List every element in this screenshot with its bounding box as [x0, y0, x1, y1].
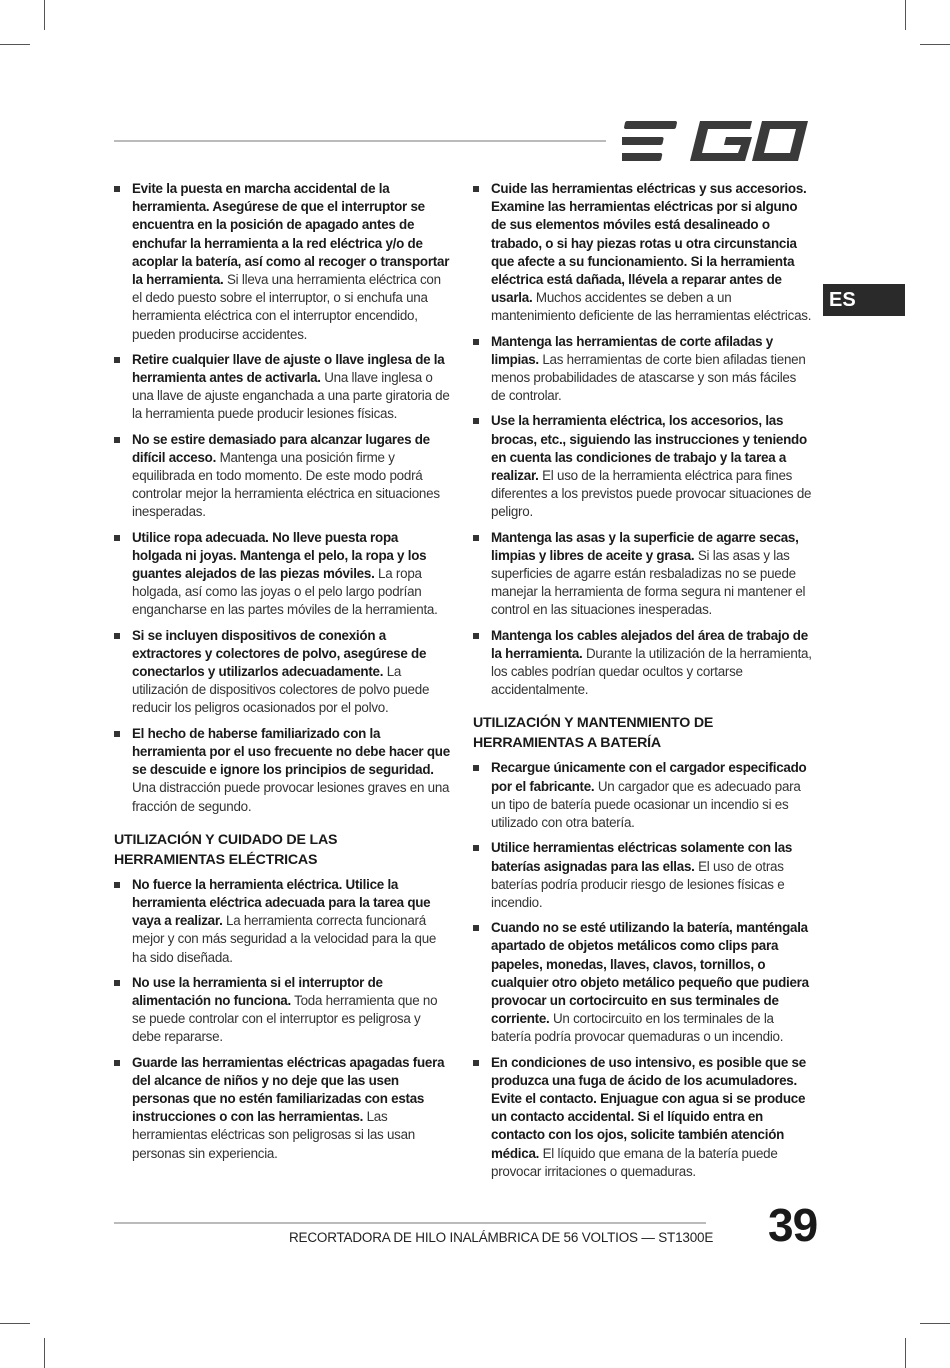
- crop-mark: [0, 1323, 30, 1324]
- list-item: Recargue únicamente con el cargador especificado por el fabricante. Un cargador que es adecuado para un tipo de batería puede ocasionar un incendio si es utilizado con otra batería.: [473, 759, 813, 832]
- bullet-icon: [114, 1060, 120, 1066]
- bullet-icon: [114, 186, 120, 192]
- list-item: Mantenga las asas y la superficie de agarre secas, limpias y libres de aceite y grasa. Si las asas y las superficies de agarre están resbaladizas no se puede manejar la herramienta de forma segura ni mantener el control en las situaciones inesperadas.: [473, 529, 813, 620]
- bullet-icon: [473, 633, 479, 639]
- bullet-icon: [473, 925, 479, 931]
- bullet-icon: [114, 882, 120, 888]
- list-item: No se estire demasiado para alcanzar lugares de difícil acceso. Mantenga una posición firme y equilibrada en todo momento. De este modo podrá controlar mejor la herramienta eléctrica en situaciones inesperadas.: [114, 431, 450, 522]
- list-item: Cuando no se esté utilizando la batería, manténgala apartado de objetos metálicos como clips para papeles, monedas, llaves, clavos, tornillos, o cualquier otro objeto metálico pequeño que pudiera provocar un cortocircuito en sus terminales de corriente. Un cortocircuito en los terminales de la batería podría provocar quemaduras o un incendio.: [473, 919, 813, 1046]
- bullet-icon: [114, 633, 120, 639]
- bullet-icon: [473, 339, 479, 345]
- list-item: Retire cualquier llave de ajuste o llave inglesa de la herramienta antes de activarla. Una llave inglesa o una llave de ajuste enganchada a una parte giratoria de la herramienta puede producir lesiones físicas.: [114, 351, 450, 424]
- bullet-icon: [114, 980, 120, 986]
- bullet-icon: [473, 1060, 479, 1066]
- footer-rule: [114, 1222, 706, 1224]
- bullet-icon: [114, 535, 120, 541]
- crop-mark: [920, 44, 950, 45]
- bullet-icon: [114, 437, 120, 443]
- list-item: El hecho de haberse familiarizado con la herramienta por el uso frecuente no debe hacer que se descuide e ignore los principios de seguridad. Una distracción puede provocar lesiones graves en una fracción de segundo.: [114, 725, 450, 816]
- crop-mark: [44, 1338, 45, 1368]
- bullet-icon: [473, 186, 479, 192]
- ego-logo: [622, 118, 810, 164]
- language-tab: ES: [823, 284, 905, 316]
- section-heading: UTILIZACIÓN Y MANTENMIENTO DE HERRAMIENTAS A BATERÍA: [473, 715, 714, 752]
- list-item: Evite la puesta en marcha accidental de la herramienta. Asegúrese de que el interruptor se encuentra en la posición de apagado antes de enchufar la herramienta a la red eléctrica y/o de acoplar la batería, así como al recoger o transportar la herramienta. Si lleva una herramienta eléctrica con el dedo puesto sobre el interruptor, o si enchufa una herramienta eléctrica con el interruptor encendido, pueden producirse accidentes.: [114, 180, 450, 344]
- list-item: Si se incluyen dispositivos de conexión a extractores y colectores de polvo, asegúrese de conectarlos y utilizarlos adecuadamente. La utilización de dispositivos colectores de polvo puede reducir los peligros ocasionados por el polvo.: [114, 627, 450, 718]
- bullet-icon: [114, 357, 120, 363]
- list-item: En condiciones de uso intensivo, es posible que se produzca una fuga de ácido de los acumuladores. Evite el contacto. Enjuague con agua si se produce un contacto accidental. Si el líquido entra en contacto con los ojos, solicite también atención médica. El líquido que emana de la batería puede provocar irritaciones o quemaduras.: [473, 1054, 813, 1181]
- list-item: Use la herramienta eléctrica, los accesorios, las brocas, etc., siguiendo las instrucciones y teniendo en cuenta las condiciones de trabajo y la tarea a realizar. El uso de la herramienta eléctrica para fines diferentes a los previstos puede provocar situaciones de peligro.: [473, 412, 813, 521]
- list-item: No use la herramienta si el interruptor de alimentación no funciona. Toda herramienta que no se puede controlar con el interruptor es peligrosa y debe repararse.: [114, 974, 450, 1047]
- bullet-icon: [473, 845, 479, 851]
- bullet-icon: [473, 418, 479, 424]
- bullet-icon: [114, 731, 120, 737]
- list-item: Mantenga las herramientas de corte afiladas y limpias. Las herramientas de corte bien afiladas tienen menos probabilidades de atascarse y son más fáciles de controlar.: [473, 333, 813, 406]
- crop-mark: [920, 1323, 950, 1324]
- page-number: 39: [768, 1199, 818, 1251]
- section-heading: UTILIZACIÓN Y CUIDADO DE LAS HERRAMIENTAS ELÉCTRICAS: [114, 831, 338, 868]
- header-rule: [114, 140, 606, 142]
- list-item: Utilice herramientas eléctricas solamente con las baterías asignadas para las ellas. El uso de otras baterías podría producir riesgo de lesiones físicas e incendio.: [473, 839, 813, 912]
- crop-mark: [0, 44, 30, 45]
- list-item: Mantenga los cables alejados del área de trabajo de la herramienta. Durante la utilización de la herramienta, los cables podrían quedar ocultos y cortarse accidentalmente.: [473, 627, 813, 700]
- list-item: Cuide las herramientas eléctricas y sus accesorios. Examine las herramientas eléctricas por si alguno de sus elementos móviles está desalineado o trabado, o si hay piezas rotas u otra circunstancia que afecte a su funcionamiento. Si la herramienta eléctrica está dañada, llévela a reparar antes de usarla. Muchos accidentes se deben a un mantenimiento deficiente de las herramientas eléctricas.: [473, 180, 813, 326]
- crop-mark: [905, 1338, 906, 1368]
- list-item: No fuerce la herramienta eléctrica. Utilice la herramienta eléctrica adecuada para la tarea que vaya a realizar. La herramienta correcta funcionará mejor y con más seguridad a la velocidad para la que ha sido diseñada.: [114, 876, 450, 967]
- list-item: Utilice ropa adecuada. No lleve puesta ropa holgada ni joyas. Mantenga el pelo, la ropa y los guantes alejados de las piezas móviles. La ropa holgada, así como las joyas o el pelo largo podrían engancharse en las partes móviles de la herramienta.: [114, 529, 450, 620]
- crop-mark: [44, 0, 45, 30]
- list-item: Guarde las herramientas eléctricas apagadas fuera del alcance de niños y no deje que las usen personas que no estén familiarizadas con estas instrucciones o con las herramientas. Las herramientas eléctricas son peligrosas si las usan personas sin experiencia.: [114, 1054, 450, 1163]
- right-column: [473, 180, 813, 1188]
- bullet-icon: [473, 535, 479, 541]
- left-column: [114, 180, 450, 1170]
- footer-title: RECORTADORA DE HILO INALÁMBRICA DE 56 VOLTIOS — ST1300E: [289, 1230, 714, 1245]
- bullet-icon: [473, 765, 479, 771]
- crop-mark: [905, 0, 906, 30]
